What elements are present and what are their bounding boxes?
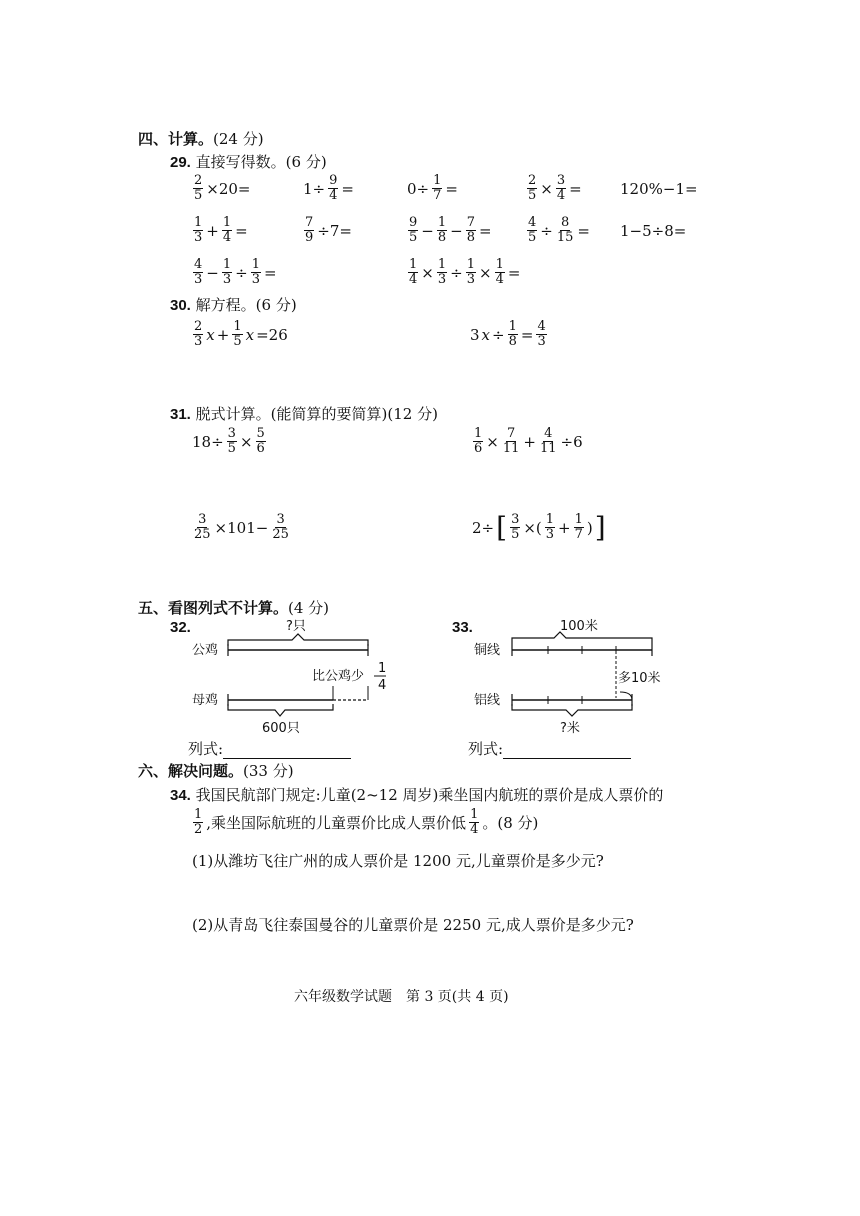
fraction: $\frac{1}{3}$ [437, 257, 447, 287]
expr-text: × [421, 263, 434, 282]
question-text: 。(8 分) [482, 814, 539, 832]
q32-note-denominator: 4 [378, 678, 387, 693]
fraction: $\frac{4}{3}$ [537, 319, 546, 349]
fraction: $\frac{1}{7}$ [433, 173, 442, 203]
expr-29-8 [407, 216, 492, 245]
question-32-number: 32. [170, 619, 191, 636]
variable: x [481, 325, 491, 344]
expr-text: + [558, 518, 571, 537]
expr-text: × [239, 432, 253, 451]
fraction: $\frac{2}{3}$ [194, 319, 203, 349]
expr-29-5: 120%−1= [620, 180, 698, 198]
answer-blank[interactable] [223, 744, 351, 759]
question-title: 脱式计算。(能简算的要简算) [195, 405, 388, 423]
expr-29-7 [303, 216, 352, 245]
expr-text: 2÷ [472, 518, 495, 537]
calc-31-1 [192, 427, 267, 456]
expr-text: ×20= [206, 179, 251, 198]
question-score: (12 分) [387, 405, 438, 423]
fraction: $\frac{1}{4}$ [470, 807, 479, 837]
expr-text: ×101− [214, 518, 269, 537]
answer-blank[interactable] [503, 744, 631, 759]
left-bracket: [ [496, 510, 508, 544]
fraction: $\frac{1}{6}$ [474, 426, 483, 456]
equation-30-2 [470, 320, 548, 349]
fraction: $\frac{8}{15}$ [556, 215, 574, 245]
formula-label: 列式: [468, 740, 504, 758]
q32-row1-label: 公鸡 [192, 643, 219, 658]
q33-line-diagram [468, 612, 698, 742]
q32-note-numerator: 1 [378, 661, 387, 676]
expr-29-10: 1−5÷8= [620, 222, 687, 240]
variable: x [245, 325, 255, 344]
equation-30-1 [192, 320, 288, 349]
q32-bottom-label: 600只 [262, 721, 300, 736]
expr-text: = [235, 221, 248, 240]
fraction: $\frac{4}{5}$ [528, 215, 537, 245]
expr-29-4 [526, 174, 582, 203]
expr-text: × [486, 432, 499, 451]
fraction: $\frac{1}{3}$ [222, 257, 232, 287]
fraction: $\frac{7}{9}$ [305, 215, 314, 245]
fraction: $\frac{4}{11}$ [539, 426, 557, 456]
expr-text: − [421, 221, 434, 240]
fraction: $\frac{4}{3}$ [194, 257, 203, 287]
expr-text: − [206, 263, 219, 282]
q33-note: 多10米 [618, 671, 661, 686]
question-number: 30. [170, 297, 191, 314]
question-title: 解方程。 [195, 296, 256, 314]
top-brace [228, 634, 368, 646]
section-4-heading [138, 128, 264, 149]
section-6-heading [138, 760, 294, 781]
fraction: $\frac{1}{3}$ [194, 215, 203, 245]
calc-31-4 [472, 510, 606, 544]
fraction: $\frac{7}{11}$ [502, 426, 520, 456]
q32-line-diagram [180, 612, 420, 742]
fraction: $\frac{7}{8}$ [466, 215, 475, 245]
question-number: 29. [170, 154, 191, 171]
section-score: (24 分) [213, 130, 264, 148]
expr-text: ÷ [492, 325, 505, 344]
fraction: $\frac{3}{25}$ [194, 512, 211, 542]
expr-text: = [577, 221, 590, 240]
fraction: $\frac{9}{4}$ [329, 173, 338, 203]
fraction: $\frac{1}{3}$ [545, 512, 555, 542]
formula-label: 列式: [188, 740, 224, 758]
expr-text: ÷ [235, 263, 248, 282]
fraction: $\frac{2}{5}$ [528, 173, 537, 203]
q33-row1-label: 铜线 [474, 643, 501, 658]
fraction: $\frac{1}{4}$ [495, 257, 504, 287]
fraction: $\frac{1}{8}$ [437, 215, 447, 245]
question-title: 直接写得数。 [195, 153, 286, 171]
q33-top-label: 100米 [560, 619, 598, 634]
expr-text: = [520, 325, 534, 344]
calc-31-3 [192, 513, 291, 542]
expr-text: 18÷ [192, 432, 224, 451]
expr-text: = [341, 179, 354, 198]
q33-bottom-label: ?米 [560, 721, 580, 736]
expr-text: × [540, 179, 553, 198]
variable: x [206, 325, 215, 344]
fraction: $\frac{1}{7}$ [574, 512, 583, 542]
question-34-line1 [170, 784, 663, 805]
fraction: $\frac{3}{4}$ [556, 173, 566, 203]
expr-text: ×( [523, 518, 542, 537]
q32-row2-label: 母鸡 [192, 693, 219, 708]
expr-29-9 [526, 216, 590, 245]
calc-31-2 [472, 427, 583, 456]
section-score: (33 分) [243, 762, 294, 780]
expr-text: ÷7= [317, 221, 352, 240]
section-score: (4 分) [288, 599, 330, 617]
expr-text: + [216, 325, 230, 344]
fraction: $\frac{1}{5}$ [233, 319, 242, 349]
expr-text: = [569, 179, 582, 198]
fraction: $\frac{9}{5}$ [409, 215, 418, 245]
q33-formula [468, 738, 631, 759]
question-34-line2 [192, 808, 538, 837]
question-score: (6 分) [285, 153, 327, 171]
question-text: 我国民航部门规定:儿童(2~12 周岁)乘坐国内航班的票价是成人票价的 [195, 786, 664, 804]
fraction: $\frac{3}{25}$ [272, 512, 289, 542]
question-31-heading [170, 403, 438, 424]
expr-29-12 [407, 258, 520, 287]
fraction: $\frac{3}{5}$ [511, 512, 520, 542]
fraction: $\frac{1}{4}$ [222, 215, 232, 245]
expr-text: 3 [470, 325, 480, 344]
expr-text: + [206, 221, 219, 240]
q32-formula [188, 738, 351, 759]
small-brace [620, 692, 632, 700]
q32-top-label: ?只 [286, 619, 306, 634]
expr-text: = [507, 263, 521, 282]
expr-text: − [450, 221, 463, 240]
expr-29-11 [192, 258, 277, 287]
section-title: 六、解决问题。 [138, 762, 244, 780]
fraction: $\frac{5}{6}$ [256, 426, 265, 456]
expr-text: 1÷ [303, 179, 326, 198]
section-title: 五、看图列式不计算。 [138, 599, 289, 617]
question-30-heading [170, 294, 297, 315]
question-text: ,乘坐国际航班的儿童票价比成人票价低 [206, 814, 467, 832]
expr-text: = [264, 263, 277, 282]
expr-text: =26 [256, 325, 288, 344]
fraction: $\frac{1}{4}$ [409, 257, 418, 287]
fraction: $\frac{1}{8}$ [508, 319, 517, 349]
expr-text: = [445, 179, 458, 198]
q33-row2-label: 铝线 [474, 693, 501, 708]
expr-text: ÷6 [560, 432, 583, 451]
expr-29-1 [192, 174, 251, 203]
fraction: $\frac{2}{5}$ [194, 173, 203, 203]
bottom-brace [512, 704, 632, 716]
right-bracket: ] [594, 510, 606, 544]
fraction: $\frac{3}{5}$ [227, 426, 236, 456]
question-34-sub2: (2)从青岛飞往泰国曼谷的儿童票价是 2250 元,成人票价是多少元? [192, 916, 634, 934]
fraction: $\frac{1}{3}$ [466, 257, 475, 287]
fraction: $\frac{1}{2}$ [194, 807, 203, 837]
expr-29-3 [407, 174, 458, 203]
expr-text: ÷ [450, 263, 463, 282]
bottom-brace [228, 704, 333, 716]
question-29-heading [170, 151, 327, 172]
question-score: (6 分) [255, 296, 297, 314]
expr-text: ÷ [540, 221, 553, 240]
expr-text: ) [586, 518, 593, 537]
expr-29-2 [303, 174, 354, 203]
question-33-number: 33. [452, 619, 473, 636]
expr-text: + [523, 432, 536, 451]
section-title: 四、计算。 [138, 130, 214, 148]
question-34-sub1: (1)从潍坊飞往广州的成人票价是 1200 元,儿童票价是多少元? [192, 852, 604, 870]
expr-text: 0÷ [407, 179, 430, 198]
q32-note-text: 比公鸡少 [312, 669, 365, 684]
expr-text: = [479, 221, 492, 240]
fraction: $\frac{1}{3}$ [251, 257, 260, 287]
expr-text: × [479, 263, 492, 282]
question-number: 31. [170, 406, 191, 423]
expr-29-6 [192, 216, 248, 245]
page-footer: 六年级数学试题 第 3 页(共 4 页) [294, 989, 509, 1005]
question-number: 34. [170, 787, 191, 804]
